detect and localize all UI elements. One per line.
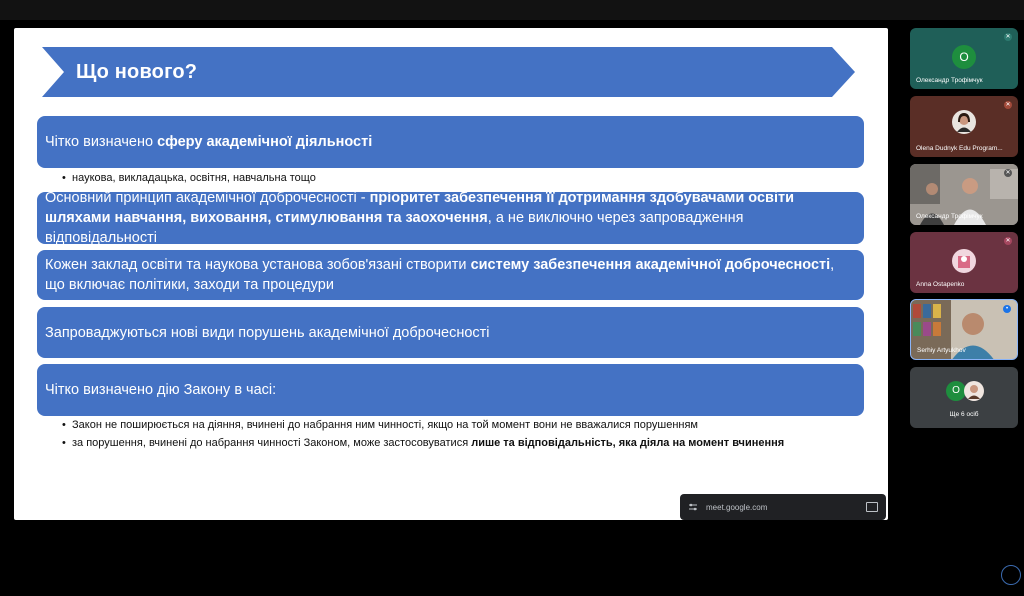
bullets-time [72, 416, 784, 452]
accessibility-icon[interactable] [1001, 565, 1021, 585]
title-banner [42, 47, 855, 97]
participant-tile-video-speaking[interactable] [910, 299, 1018, 360]
box2-bold: пріоритет забезпечення її дотримання здобувачами освіти шляхами навчання, виховання, стимулювання та заохочення [45, 190, 794, 226]
point-box-scope [37, 116, 864, 168]
participant-name: Serhiy Artyukhov [917, 347, 966, 354]
participant-tile[interactable] [910, 232, 1018, 293]
mic-off-icon: ✕ [1005, 238, 1011, 244]
point-box-system [37, 250, 864, 300]
point-box-violations [37, 307, 864, 358]
presentation-slide [14, 28, 888, 520]
meet-url-text: meet.google.com [706, 502, 768, 512]
bullet-text: за порушення, вчинені до набрання чинності Законом, може застосовуватися [72, 437, 472, 449]
bullet-item [72, 434, 784, 452]
more-participants-label: Ще 6 осіб [949, 411, 979, 418]
mic-off-icon: ✕ [1005, 170, 1011, 176]
tune-icon [688, 502, 698, 512]
bullet-item: • наукова, викладацька, освітня, навчальна тощо [72, 169, 316, 187]
avatar: О [946, 381, 966, 401]
meeting-bottom-bar [0, 524, 1024, 596]
box3-suffix: , що включає політики, заходи та процедури [45, 257, 835, 293]
participant-name: Олександр Трофімчук [916, 213, 983, 220]
bullet-item: • Закон не поширюється на діяння, вчинені до набрання ним чинності, якщо на той момент вони не вважалися порушенням [72, 416, 784, 434]
camera-icon [866, 502, 878, 512]
avatar [964, 381, 984, 401]
box1-text: Чітко визначено [45, 134, 158, 150]
more-participants-tile[interactable] [910, 367, 1018, 428]
box2-suffix: , а не виключно через запровадження відповідальності [45, 210, 744, 246]
meet-url-popup[interactable] [680, 494, 886, 520]
avatar: О [952, 45, 976, 69]
participant-name: Anna Ostapenko [916, 281, 965, 288]
box3-bold: систему забезпечення академічної доброчесності [470, 257, 831, 273]
bullet-bold: лише та відповідальність, яка діяла на момент вчинення [471, 437, 785, 449]
box1-bold: сферу академічної діяльності [157, 134, 373, 150]
participant-name: Olena Dudnyk Edu Program... [916, 145, 1003, 152]
slide-title: Що нового? [76, 61, 198, 83]
participant-tile[interactable] [910, 96, 1018, 157]
avatar [952, 249, 976, 273]
speaking-icon: • [1003, 305, 1011, 313]
point-box-time [37, 364, 864, 416]
box4-text: Запроваджуються нові види порушень академічної доброчесності [45, 324, 490, 341]
box5-text: Чітко визначено дію Закону в часі: [45, 382, 277, 398]
mic-off-icon: ✕ [1005, 102, 1011, 108]
participant-tile[interactable] [910, 28, 1018, 89]
window-top-bar [0, 0, 1024, 20]
point-box-principle [37, 192, 864, 244]
participant-name: Олександр Трофімчук [916, 77, 983, 84]
box3-text: Кожен заклад освіти та наукова установа зобов'язані створити [45, 257, 471, 273]
participant-tile-video[interactable] [910, 164, 1018, 225]
bullets-activity [72, 169, 316, 187]
avatar [952, 110, 976, 134]
box2-text: Основний принцип академічної доброчесності - [45, 190, 370, 206]
mic-off-icon: ✕ [1005, 34, 1011, 40]
